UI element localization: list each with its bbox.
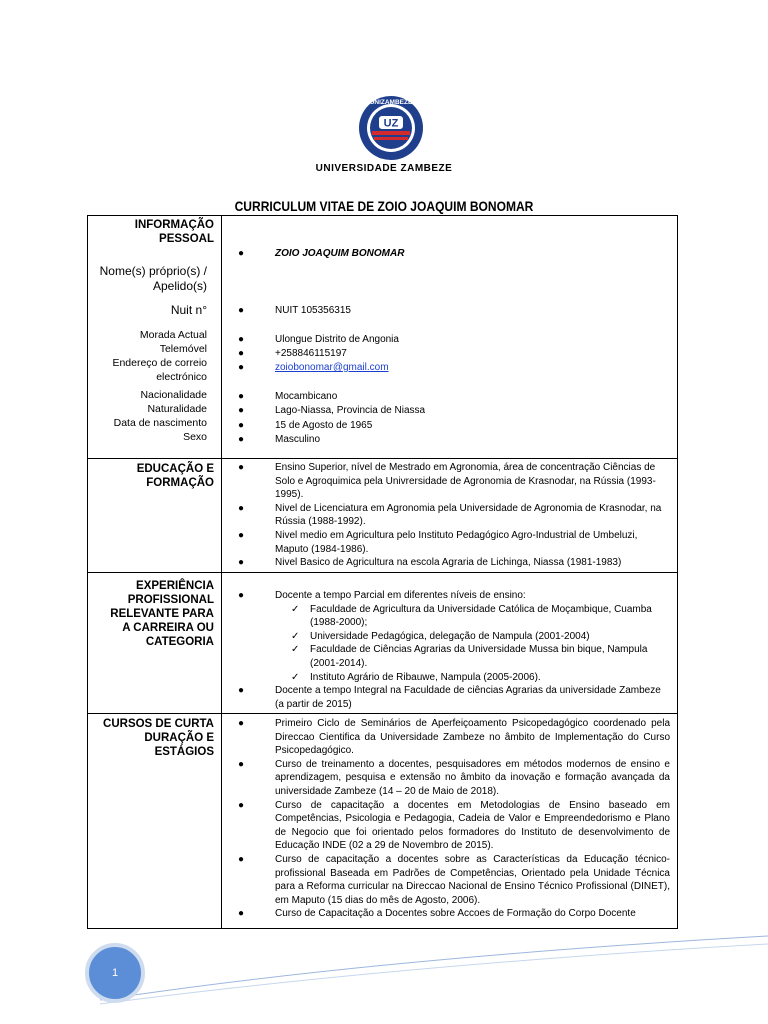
experience-list [238, 589, 670, 711]
section-label-line: PROFISSIONAL [127, 594, 214, 606]
name-value: ● ZOIO JOAQUIM BONOMAR [238, 248, 405, 259]
university-name: UNIVERSIDADE ZAMBEZE [315, 163, 453, 174]
section-label-courses [103, 717, 214, 759]
check-icon: ✓ [291, 630, 300, 642]
phone-value: ● +258846115197 [238, 348, 347, 359]
sub-list-item: ✓ Universidade Pedagógica, delegação de Nampula (2001-2004) [291, 630, 590, 642]
list-item: ● Nivel Basico de Agricultura na escola Agraria de Lichinga, Niassa (1981-1983) [238, 557, 622, 569]
address-label: Morada Actual [139, 329, 207, 341]
label-line: Apelido(s) [152, 279, 207, 293]
label-line: electrónico [156, 371, 207, 383]
list-item: ● Ensino Superior, nível de Mestrado em Agronomia, área de concentração Ciências de Solo e Agroquimica pela Univrersidade de Agronomia de Krasnodar, na Rússia (1993-1995). [238, 462, 656, 501]
birthdate-label: Data de nascimento [113, 417, 207, 429]
sub-list-item: ✓ Instituto Agrário de Ribauwe, Nampula (2005-2006). [291, 671, 541, 683]
cv-table [87, 215, 678, 929]
list-item: ● Curso de treinamento a docentes, pesquisadores em métodos modernos de ensino e aprendizagem, pesquisa e extensão no âmbito da inovação e formação avançada da universidade Zambeze (14 – 20 de Maio de 2018). [238, 758, 670, 797]
section-label-line: PESSOAL [159, 233, 214, 245]
section-label-line: CATEGORIA [145, 636, 214, 648]
section-label-line: A CARREIRA OU [122, 622, 214, 634]
section-label-line: INFORMAÇÃO [134, 219, 214, 231]
sex-label: Sexo [183, 431, 207, 443]
section-label-line: EXPERIÊNCIA [136, 580, 214, 592]
page-number-badge: 1 [85, 943, 145, 1003]
logo-ring-text: UNIZAMBEZE [369, 99, 413, 106]
sex-value: ● Masculino [238, 434, 321, 445]
section-label-personal [135, 218, 214, 246]
email-value[interactable]: ● zoiobonomar@gmail.com [238, 362, 389, 373]
name-label [100, 264, 207, 294]
sub-list-item: ✓ Faculdade de Ciências Agrarias da Universidade Mussa bin bique, Nampula (2001-2014). [291, 644, 648, 669]
list-item: ● Docente a tempo Integral na Faculdade de ciências Agrarias da universidade Zambeze (a partir de 2015) [238, 685, 661, 710]
row-divider [88, 572, 677, 573]
section-label-experience [110, 579, 214, 649]
sub-list-item: ✓ Faculdade de Agricultura da Universidade Católica de Moçambique, Cuamba (1988-2000); [291, 603, 652, 629]
list-item: ● Curso de Capacitação a Docentes sobre Accoes de Formação do Corpo Docente [238, 908, 636, 920]
list-item: ● Primeiro Ciclo de Seminários de Aperfeiçoamento Psicopedagógico coordenado pela Direccao Cientifica da Universidade Zambeze no âmbito de Implementação do Curso Psicopedagógico. [238, 718, 670, 757]
label-line: Endereço de correio [112, 357, 207, 369]
birthplace-value: ● Lago-Niassa, Provincia de Niassa [238, 405, 426, 416]
list-item: ● Nivel medio em Agricultura pelo Instituto Pedagógico Agro-Industrial de Umbeluzi, Maputo (1984-1986). [238, 529, 638, 555]
list-item: ● Curso de capacitação a docentes em Metodologias de Ensino baseado em Competências, Psicologia e Pedagogia, Cadeia de Valor e Empreendedorismo e Plano de Negocio que foi orientado pelos formadores do Instituto de desenvolvimento de Educação INDE (02 a 29 de Novembro de 2015). [238, 799, 670, 852]
section-label-line: ESTÁGIOS [154, 746, 214, 758]
nuit-label: Nuit n° [170, 303, 207, 317]
list-item: ● Nivel de Licenciatura em Agronomia pela Universidade de Agronomia de Krasnodar, na Rússia (1988-1992). [238, 502, 662, 528]
row-divider [88, 458, 677, 459]
section-label-line: EDUCAÇÃO E [136, 463, 214, 475]
education-list [238, 461, 670, 570]
section-label-line: CURSOS DE CURTA [103, 718, 214, 730]
check-icon: ✓ [291, 644, 300, 656]
birthplace-label: Naturalidade [147, 403, 207, 415]
nuit-value: ● NUIT 105356315 [238, 305, 351, 316]
document-title: CURRICULUM VITAE DE ZOIO JOAQUIM BONOMAR [234, 198, 534, 214]
section-label-education [137, 462, 214, 490]
courses-list [238, 717, 670, 921]
nationality-value: ● Mocambicano [238, 391, 338, 402]
list-item: ● Docente a tempo Parcial em diferentes níveis de ensino: [238, 590, 526, 601]
check-icon: ✓ [291, 603, 300, 615]
list-item: ● Curso de capacitação a docentes sobre as Características da Educação técnico-profissional Baseada em Padrões de Competências, Orientado pela Unidade Técnica para a Reforma curricular na Direccao Nacional de Ensino Técnico Profissional (DINET), em Maputo (15 dias do mês de Agosto, 2006). [238, 853, 670, 906]
section-label-line: FORMAÇÃO [146, 477, 214, 489]
university-logo [358, 95, 424, 161]
label-line: Nome(s) próprio(s) / [99, 264, 207, 278]
check-icon: ✓ [291, 671, 300, 683]
logo-mark-text: UZ [383, 117, 399, 130]
address-value: ● Ulongue Distrito de Angonia [238, 334, 399, 345]
section-label-line: RELEVANTE PARA [110, 608, 214, 620]
email-label [112, 356, 207, 384]
phone-label: Telemóvel [159, 343, 207, 355]
birthdate-value: ● 15 de Agosto de 1965 [238, 420, 373, 431]
section-label-line: DURAÇÃO E [144, 732, 214, 744]
row-divider [88, 713, 677, 714]
nationality-label: Nacionalidade [140, 389, 207, 401]
